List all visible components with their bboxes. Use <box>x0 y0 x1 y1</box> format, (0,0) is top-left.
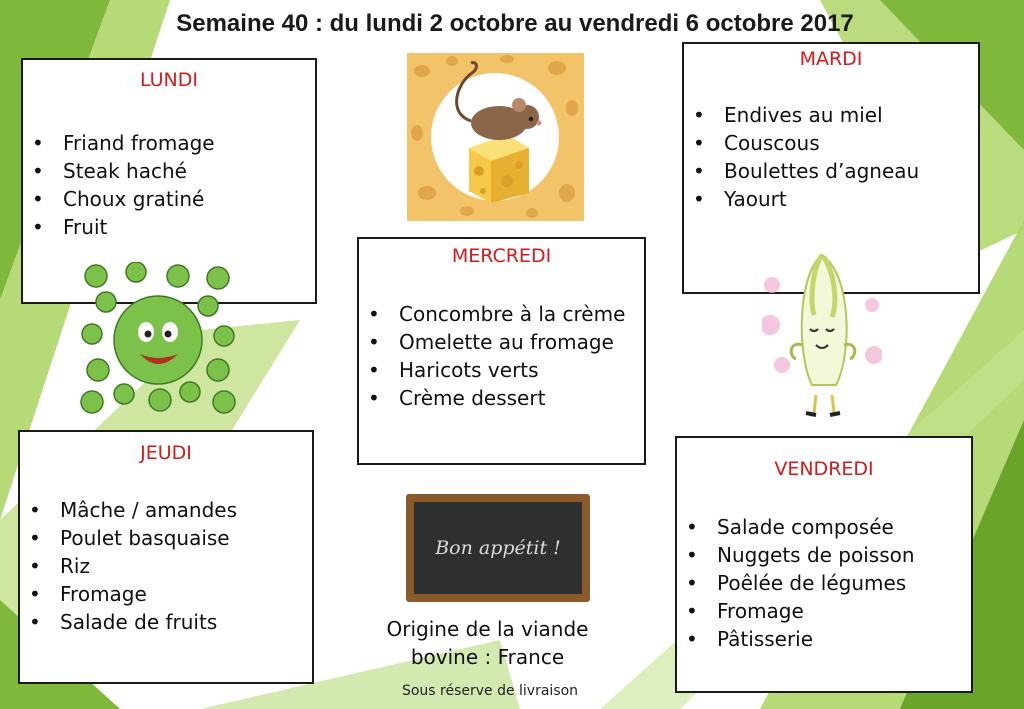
list-item: • Fromage <box>677 597 971 625</box>
list-item: • Friand fromage <box>23 129 315 157</box>
day-title-mardi: MARDI <box>799 48 863 70</box>
day-box-vendredi <box>675 436 973 693</box>
list-item: • Choux gratiné <box>23 185 315 213</box>
menu-list-vendredi <box>677 513 971 653</box>
mouse-on-cheese-illustration <box>407 53 584 221</box>
list-item: • Salade composée <box>677 513 971 541</box>
menu-list-mercredi <box>359 300 644 412</box>
list-item: • Yaourt <box>684 185 978 213</box>
meat-origin-note <box>355 615 620 671</box>
list-item: • Couscous <box>684 129 978 157</box>
list-item: • Crème dessert <box>359 384 644 412</box>
list-item: • Boulettes d’agneau <box>684 157 978 185</box>
menu-list-jeudi <box>20 496 312 636</box>
day-title-lundi: LUNDI <box>140 69 198 91</box>
list-item: • Fromage <box>20 580 312 608</box>
day-box-jeudi <box>18 430 314 684</box>
day-title-jeudi: JEUDI <box>140 442 192 464</box>
list-item: • Pâtisserie <box>677 625 971 653</box>
list-item: • Haricots verts <box>359 356 644 384</box>
chalkboard-surface <box>414 502 582 594</box>
origin-line-2: bovine : France <box>410 645 565 669</box>
list-item: • Nuggets de poisson <box>677 541 971 569</box>
cabbage-characters-illustration <box>78 262 238 420</box>
endive-character-illustration <box>762 245 882 425</box>
day-title-vendredi: VENDREDI <box>774 458 874 480</box>
delivery-footnote: Sous réserve de livraison <box>401 683 579 699</box>
list-item: • Poêlée de légumes <box>677 569 971 597</box>
list-item: • Omelette au fromage <box>359 328 644 356</box>
list-item: • Mâche / amandes <box>20 496 312 524</box>
chalkboard <box>406 494 590 602</box>
list-item: • Poulet basquaise <box>20 524 312 552</box>
day-box-mercredi <box>357 237 646 465</box>
page-title: Semaine 40 : du lundi 2 octobre au vendredi 6 octobre 2017 <box>176 10 854 37</box>
menu-list-mardi <box>684 101 978 213</box>
list-item: • Steak haché <box>23 157 315 185</box>
origin-line-1: Origine de la viande <box>386 617 589 641</box>
list-item: • Riz <box>20 552 312 580</box>
list-item: • Salade de fruits <box>20 608 312 636</box>
menu-list-lundi <box>23 129 315 241</box>
day-title-mercredi: MERCREDI <box>451 245 552 267</box>
chalkboard-text: Bon appétit ! <box>435 537 561 559</box>
list-item: • Concombre à la crème <box>359 300 644 328</box>
list-item: • Fruit <box>23 213 315 241</box>
list-item: • Endives au miel <box>684 101 978 129</box>
